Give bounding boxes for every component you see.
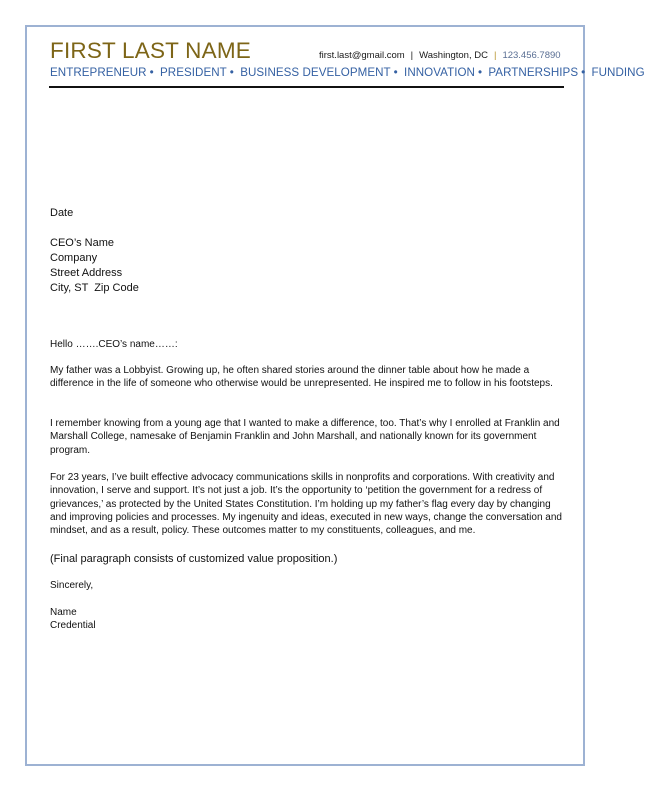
- page-border: [25, 25, 585, 766]
- phone-text: 123.456.7890: [502, 50, 561, 61]
- recipient-name: CEO’s Name: [50, 237, 114, 249]
- tagline-separator: •: [393, 66, 398, 79]
- contact-info: [319, 50, 561, 61]
- recipient-company: Company: [50, 252, 98, 264]
- signature-credential: Credential: [50, 620, 96, 632]
- recipient-street: Street Address: [50, 267, 123, 279]
- closing: Sincerely,: [50, 580, 94, 591]
- applicant-name: FIRST LAST NAME: [50, 38, 251, 63]
- tagline-item: BUSINESS DEVELOPMENT: [240, 66, 391, 79]
- tagline-separator: •: [581, 66, 586, 79]
- tagline-item: INNOVATION: [404, 66, 475, 79]
- body-paragraph: I remember knowing from a young age that I wanted to make a difference, too. That’s why I enrolled at Franklin and Marshall College, namesake of Benjamin Franklin and John Marshall, and nationally known for its government program.: [50, 418, 560, 456]
- tagline-separator: •: [229, 66, 234, 79]
- tagline: [50, 66, 645, 79]
- recipient-city: City, ST Zip Code: [50, 282, 139, 294]
- tagline-item: FUNDING: [591, 66, 645, 79]
- tagline-item: PRESIDENT: [159, 66, 227, 79]
- tagline-separator: •: [477, 66, 483, 79]
- tagline-separator: •: [149, 66, 154, 79]
- tagline-item: PARTNERSHIPS: [488, 66, 579, 79]
- body-paragraph: For 23 years, I’ve built effective advocacy communications skills in nonprofits and corporations. With creativity and innovation, I serve and support. It’s not just a job. It’s the opportunity to ‘petition the government for a redress of grievances,’ as protected by the United States Constitution. I’m holding up my father’s flag every day by changing and improving policies and processes. My ingenuity and ideas, executed in new ways, change the conversation and mindset, and as a result, policy. These outcomes matter to my constituents, colleagues, and me.: [50, 472, 562, 537]
- salutation: Hello …….CEO’s name……:: [50, 339, 178, 350]
- tagline-item: ENTREPRENEUR: [50, 66, 147, 79]
- final-paragraph-note: (Final paragraph consists of customized value proposition.): [50, 553, 338, 565]
- signature-block: [50, 606, 563, 633]
- body-paragraph: My father was a Lobbyist. Growing up, he often shared stories around the dinner table about how he made a difference in the life of someone who otherwise would be unrepresented. He inspired me to follow in his footsteps.: [50, 365, 553, 390]
- email-text[interactable]: first.last@gmail.com: [319, 50, 405, 61]
- recipient-block: [50, 236, 563, 296]
- contact-separator: |: [410, 50, 414, 61]
- location-text: Washington, DC: [419, 50, 488, 61]
- header-divider: [49, 86, 564, 88]
- letter-date: Date: [50, 207, 74, 219]
- signature-name: Name: [50, 607, 77, 618]
- contact-separator: |: [493, 50, 497, 61]
